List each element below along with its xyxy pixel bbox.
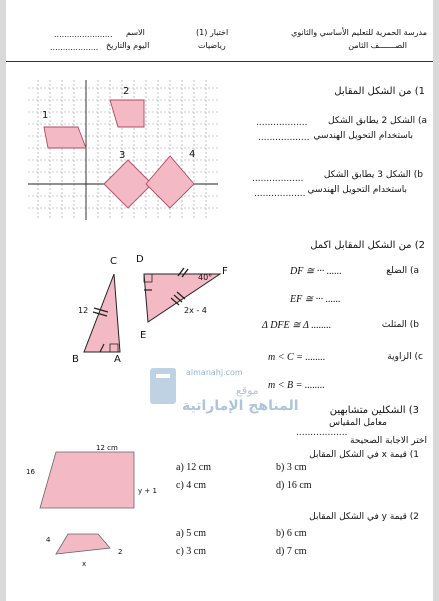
q3-p2-title: 2) قيمة y في الشكل المقابل [309,512,419,522]
angle-40-label: 40° [198,273,213,282]
vertex-e: E [140,330,147,341]
p1-option-d[interactable]: d) 16 cm [276,480,312,491]
p2-option-d[interactable]: d) 7 cm [276,546,307,557]
p2-option-c[interactable]: c) 3 cm [176,546,206,557]
q3-scale-dots: .................. [296,428,348,438]
q3-scale-label: معامل المقياس [329,418,387,428]
p2-option-b[interactable]: b) 6 cm [276,528,307,539]
p1-option-a[interactable]: a) 12 cm [176,462,211,473]
q1b-label: b) الشكل 3 يطابق الشكل [323,170,423,180]
q1b-dots2: .................. [254,189,306,199]
vertex-a: A [114,354,121,365]
q1-title: 1) من الشكل المقابل [334,86,425,97]
date-label: اليوم والتاريخ [106,41,150,50]
shape1-label: 1 [42,110,49,121]
q1a-line2: باستخدام التحويل الهندسي [313,131,413,141]
q3-title: 3) الشكلين متشابهين [329,405,419,416]
p2-option-a[interactable]: a) 5 cm [176,528,206,539]
name-dots: ....................... [54,30,113,39]
choose-label: اختر الاجابة الصحيحة [350,436,427,446]
p1-option-b[interactable]: b) 3 cm [276,462,307,473]
worksheet-page [6,0,433,601]
watermark-ar2: المناهج الإماراتية [182,398,299,414]
q1b-dots: .................. [252,174,304,184]
eq-ef: EF ≅ ··· ...... [290,294,341,305]
name-label: الاسم [126,28,145,37]
q2b-label: b) المثلث [381,320,419,330]
shape3-label: 3 [119,150,126,161]
q2c-label: c) الزاوية [387,352,423,362]
big-top-label: 12 cm [96,444,118,452]
q3-p1-title: 1) قيمة x في الشكل المقابل [309,450,419,460]
q1a-dots2: .................. [258,133,310,143]
date-dots: ................... [50,43,99,52]
small-left-label: 4 [46,536,51,544]
exam-title: اختبار (1) [196,28,229,37]
eq-angle-c: m < C = ........ [268,352,326,363]
vertex-d: D [136,254,144,265]
header-divider [6,61,433,62]
expr-label: 2x - 4 [184,306,207,315]
q1a-label: a) الشكل 2 يطابق الشكل [328,116,427,126]
subject-label: رياضيات [198,41,226,50]
eq-triangle: Δ DFE ≅ Δ ........ [262,320,332,331]
eq-angle-b: m < B = ........ [268,380,325,391]
side-12-label: 12 [78,306,89,315]
q2a-label: a) الضلع [386,266,419,276]
shape4-label: 4 [189,149,196,160]
eq-df: DF ≅ ··· ...... [290,266,342,277]
watermark-logo [148,366,178,410]
vertex-f: F [222,266,228,277]
shape2-label: 2 [123,86,130,97]
big-quadrilateral [26,440,156,520]
q1a-dots: .................. [256,118,308,128]
school-name: مدرسة الحمرية للتعليم الأساسي والثانوي [291,28,427,37]
q2-title: 2) من الشكل المقابل اكمل [310,240,425,251]
vertex-b: B [72,354,79,365]
small-right-label: 2 [118,548,123,556]
watermark-ar1: موقع [236,384,259,397]
p1-option-c[interactable]: c) 4 cm [176,480,206,491]
small-bottom-label: x [82,560,87,568]
grade-label: الصـــــــف الثامن [348,41,407,50]
watermark-site: almanahj.com [186,368,243,377]
q1b-line2: باستخدام التحويل الهندسي [307,185,407,195]
big-right-label: y + 1 [138,487,157,495]
vertex-c: C [110,256,117,267]
big-left-label: 16 [26,468,35,476]
